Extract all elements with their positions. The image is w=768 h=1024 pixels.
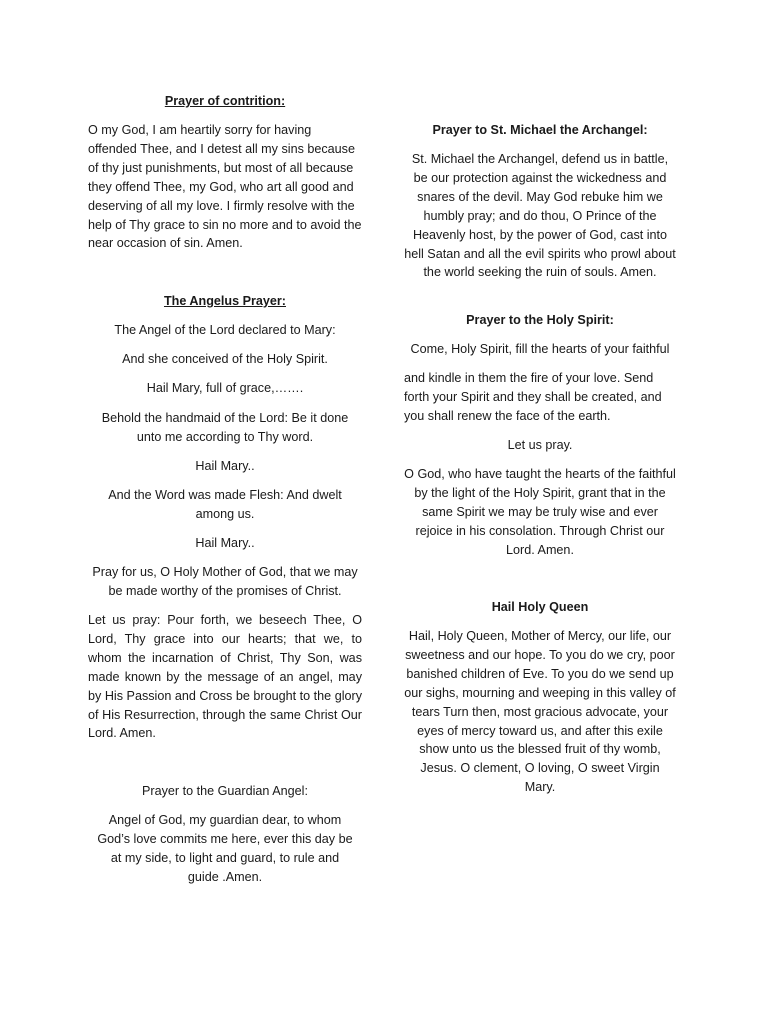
angelus-line: Pray for us, O Holy Mother of God, that we may be made worthy of the promises of Christ.	[92, 565, 358, 598]
angelus-line: And the Word was made Flesh: And dwelt among us.	[108, 488, 342, 521]
holy-spirit-line2: and kindle in them the fire of your love. Send forth your Spirit and they shall be created, and you shall renew the face of the earth.	[404, 371, 662, 423]
angelus-line: Hail Mary, full of grace,…….	[146, 381, 304, 395]
guardian-body: Angel of God, my guardian dear, to whom God’s love commits me here, ever this day be at my side, to light and guard, to rule and guide .Amen.	[97, 813, 353, 884]
angelus-line: Hail Mary..	[195, 536, 255, 550]
hail-holy-queen-body: Hail, Holy Queen, Mother of Mercy, our life, our sweetness and our hope. To you do we cry, poor banished children of Eve. To you do we send up our sighs, mourning and weeping in this valley of tears Turn then, most gracious advocate, your eyes of mercy toward us, and after this exile show unto us the blessed fruit of thy womb, Jesus. O clement, O loving, O sweet Virgin Mary.	[404, 629, 676, 795]
hail-holy-queen-title: Hail Holy Queen	[491, 600, 589, 614]
angelus-line: The Angel of the Lord declared to Mary:	[114, 323, 336, 337]
holy-spirit-prayer: O God, who have taught the hearts of the faithful by the light of the Holy Spirit, grant that in the same Spirit we may be truly wise and ever rejoice in his consolation. Through Christ our Lord. Amen.	[404, 467, 676, 557]
holy-spirit-title: Prayer to the Holy Spirit:	[466, 313, 614, 327]
angelus-title: The Angelus Prayer:	[163, 294, 286, 308]
holy-spirit-line1: Come, Holy Spirit, fill the hearts of your faithful	[410, 342, 670, 356]
angelus-line: Behold the handmaid of the Lord: Be it done unto me according to Thy word.	[101, 411, 349, 444]
angelus-line: Hail Mary..	[195, 459, 255, 473]
guardian-title: Prayer to the Guardian Angel:	[142, 784, 308, 798]
holy-spirit-let-us-pray: Let us pray.	[507, 438, 573, 452]
contrition-body: O my God, I am heartily sorry for having offended Thee, and I detest all my sins because of thy just punishments, but most of all because they offend Thee, my God, who art all good and deserving of all my love. I firmly resolve with the help of Thy grace to sin no more and to avoid the near occasion of sin. Amen.	[88, 123, 362, 251]
michael-title: Prayer to St. Michael the Archangel:	[432, 123, 648, 137]
michael-body: St. Michael the Archangel, defend us in battle, be our protection against the wickedness and snares of the devil. May God rebuke him we humbly pray; and do thou, O Prince of the Heavenly host, by the power of God, cast into hell Satan and all the evil spirits who prowl about the world seeking the ruin of souls. Amen.	[404, 152, 676, 280]
contrition-title: Prayer of contrition:	[164, 94, 286, 108]
angelus-closing: Let us pray: Pour forth, we beseech Thee, O Lord, Thy grace into our hearts; that we, to whom the incarnation of Christ, Thy Son, was made known by the message of an angel, may by His Passion and Cross be brought to the glory of His Resurrection, through the same Christ Our Lord. Amen.	[88, 613, 362, 741]
angelus-line: And she conceived of the Holy Spirit.	[122, 352, 328, 366]
